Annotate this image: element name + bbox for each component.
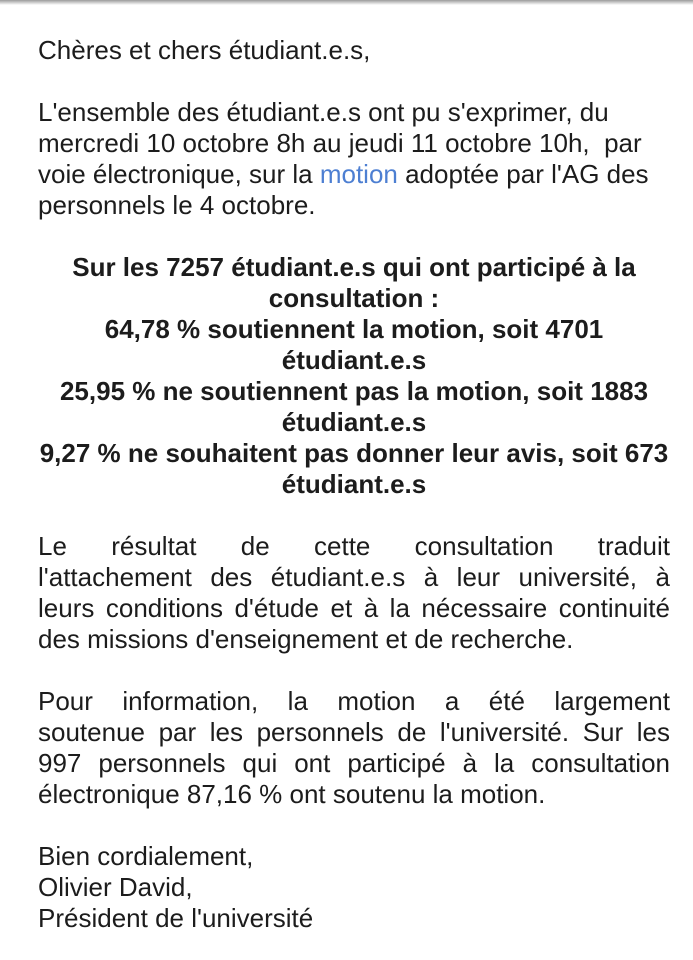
signature xyxy=(38,841,670,934)
text-line: Olivier David, xyxy=(38,872,193,902)
text-line: consultation : xyxy=(268,283,440,313)
text-line: des missions d'enseignement et de recherche. xyxy=(38,624,574,654)
text-line: mercredi 10 octobre 8h au jeudi 11 octobre 10h, par xyxy=(38,128,642,158)
results-block xyxy=(38,252,670,500)
analysis-paragraph xyxy=(38,531,670,655)
greeting: Chères et chers étudiant.e.s, xyxy=(38,35,371,65)
text-line: étudiant.e.s xyxy=(281,407,427,437)
text-segment: adoptée par l'AG des xyxy=(397,159,649,189)
text-line: électronique 87,16 % ont soutenu la motion. xyxy=(38,779,546,809)
text-line: 997 personnels qui ont participé à la consultation xyxy=(38,748,670,778)
text-line: 25,95 % ne soutiennent pas la motion, soit 1883 xyxy=(59,376,649,406)
text-line: Président de l'université xyxy=(38,903,314,933)
text-line xyxy=(38,159,670,190)
text-line: l'attachement des étudiant.e.s à leur université, à xyxy=(38,562,670,592)
intro-paragraph xyxy=(38,97,670,221)
text-segment: voie électronique, sur la xyxy=(38,159,320,189)
text-line: Bien cordialement, xyxy=(38,841,254,871)
motion-link[interactable]: motion xyxy=(319,159,398,189)
text-line: Sur les 7257 étudiant.e.s qui ont participé à la xyxy=(72,252,636,282)
text-line: leurs conditions d'étude et à la nécessaire continuité xyxy=(38,593,670,623)
text-line: étudiant.e.s xyxy=(281,345,427,375)
text-line: 9,27 % ne souhaitent pas donner leur avis, soit 673 xyxy=(39,438,669,468)
text-line: soutenue par les personnels de l'université. Sur les xyxy=(38,717,670,747)
text-line: Pour information, la motion a été largement xyxy=(38,686,670,716)
text-line: Le résultat de cette consultation traduit xyxy=(38,531,670,561)
info-paragraph xyxy=(38,686,670,810)
text-line: L'ensemble des étudiant.e.s ont pu s'exprimer, du xyxy=(38,97,609,127)
message-content xyxy=(0,5,693,934)
text-line: étudiant.e.s xyxy=(281,469,427,499)
text-line: personnels le 4 octobre. xyxy=(38,190,316,220)
text-line: 64,78 % soutiennent la motion, soit 4701 xyxy=(104,314,604,344)
